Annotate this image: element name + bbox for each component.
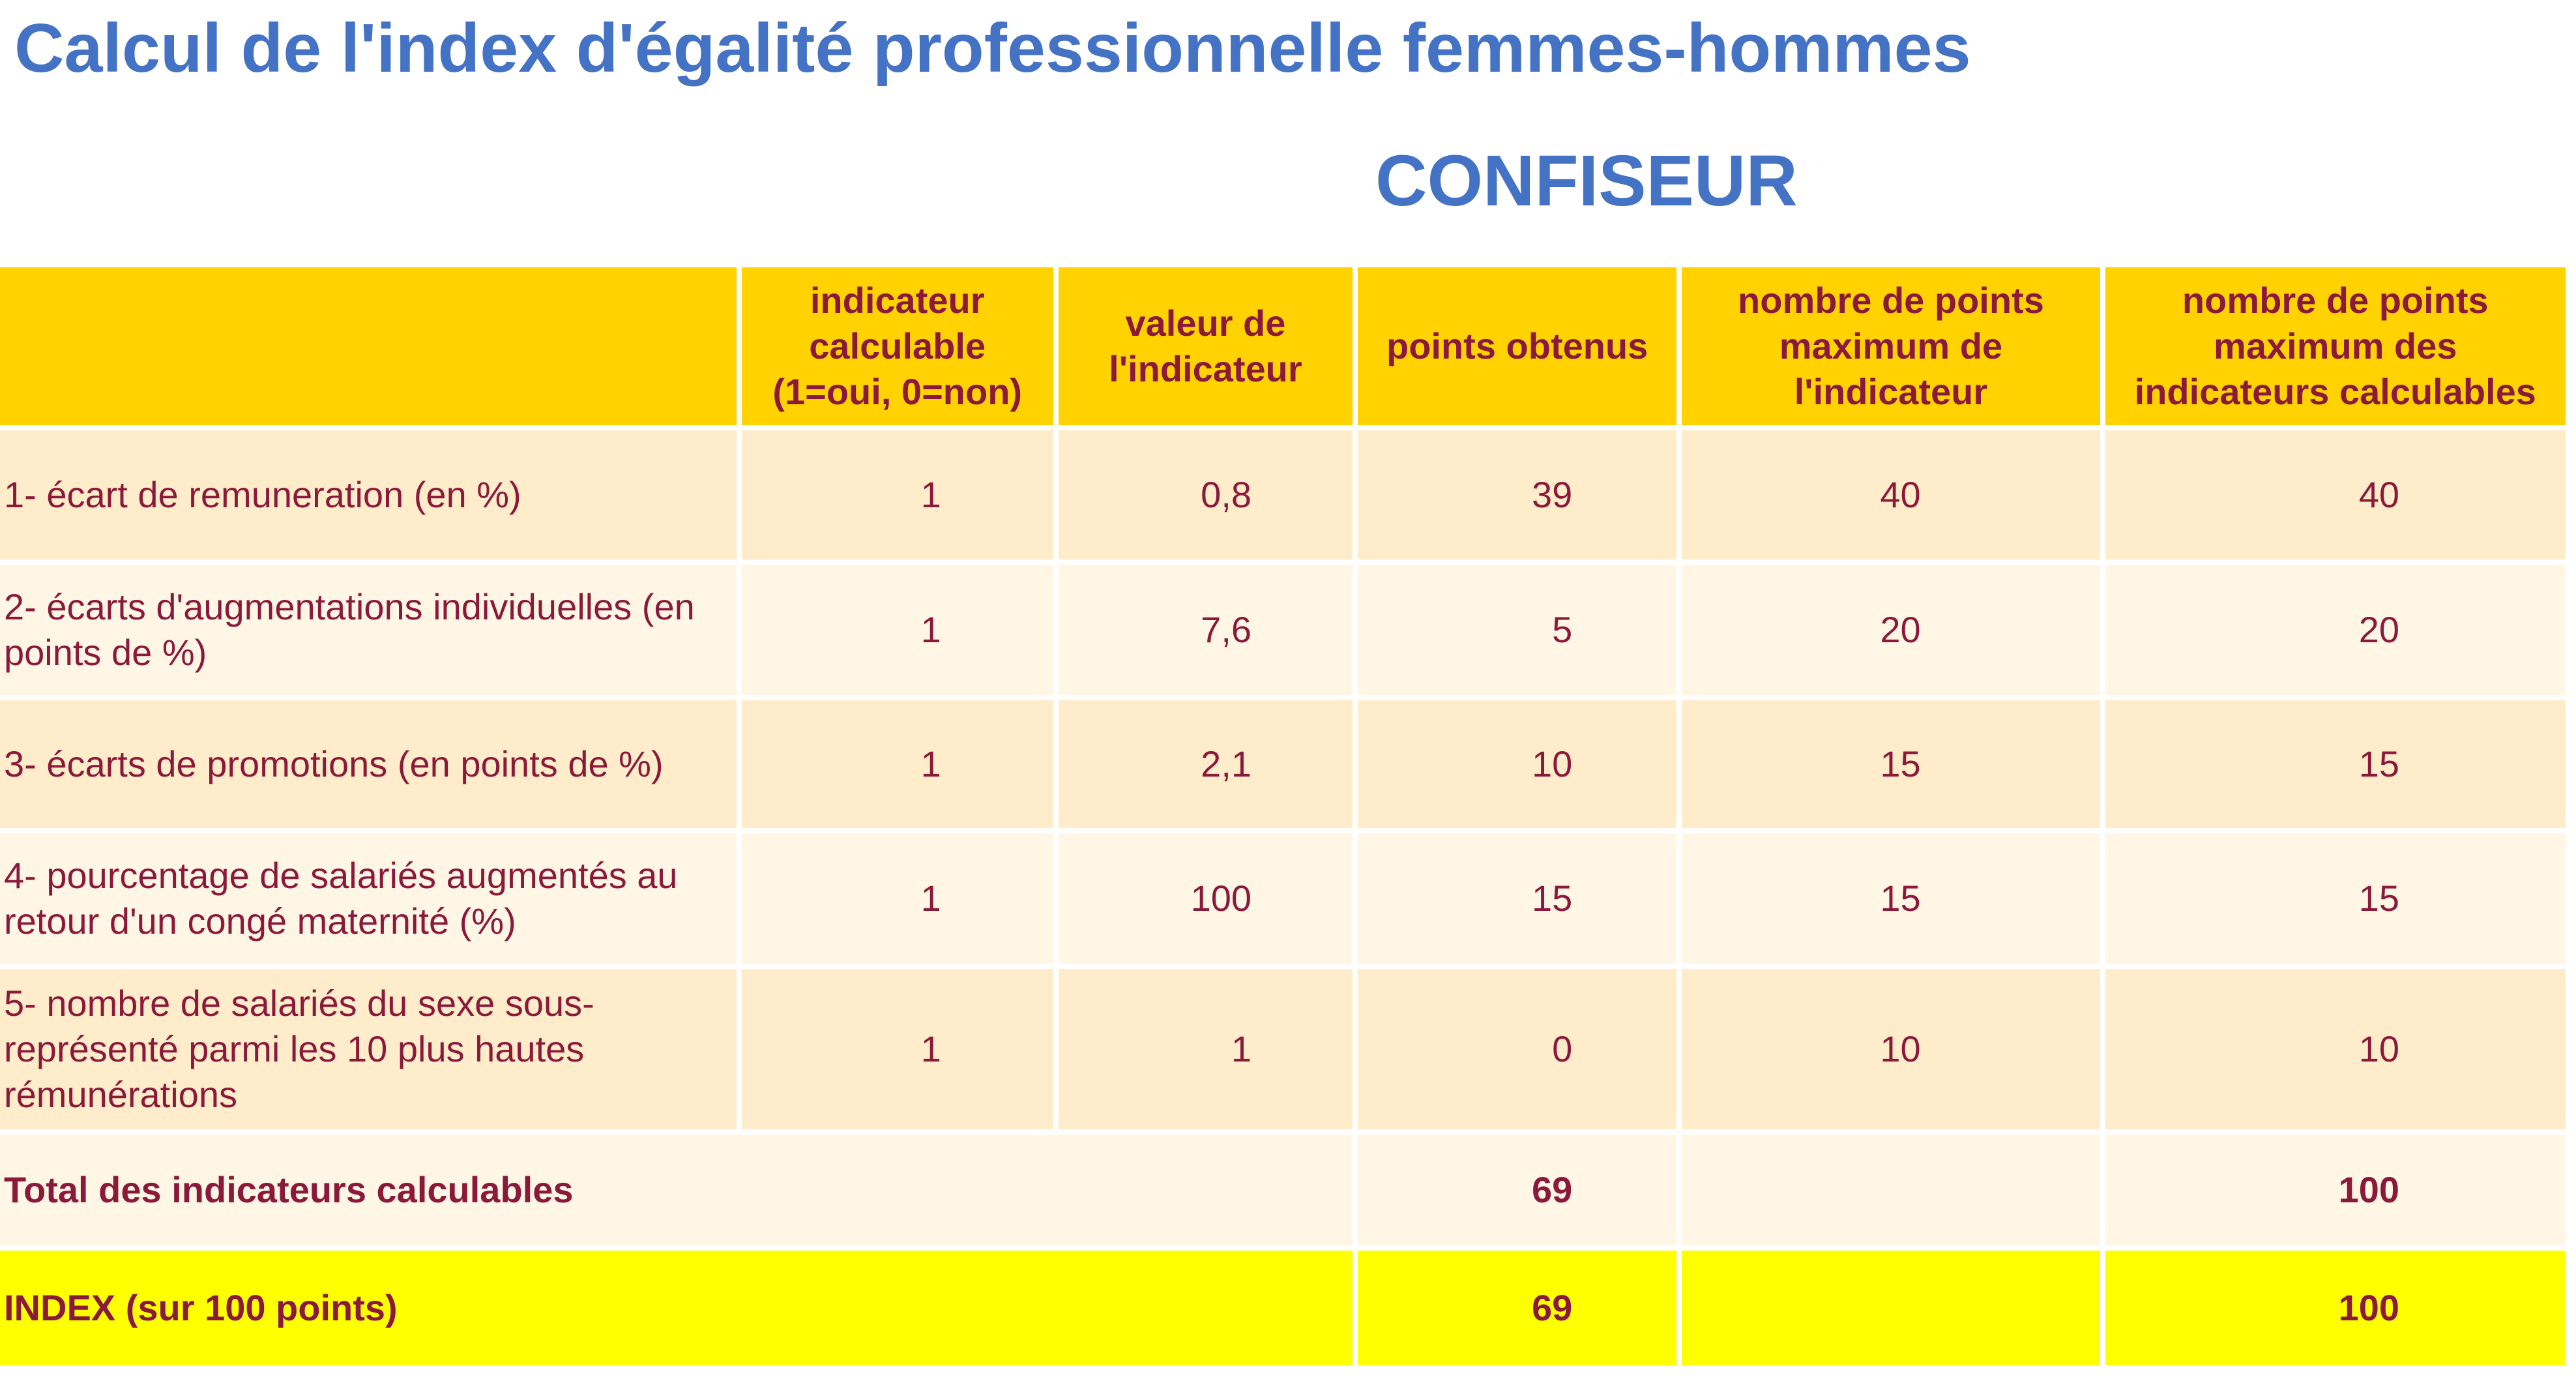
- cell-valeur: 100: [1059, 833, 1353, 964]
- cell-calculable: 1: [742, 833, 1053, 964]
- row-label: 1- écart de remuneration (en %): [0, 430, 737, 559]
- cell-valeur: 0,8: [1059, 430, 1353, 559]
- cell-max-calc: 40: [2105, 430, 2566, 559]
- cell-valeur: 2,1: [1059, 700, 1353, 828]
- table-row: [0, 969, 2566, 1129]
- table-row: [0, 700, 2566, 828]
- table-row: [0, 833, 2566, 964]
- table-row: [0, 565, 2566, 695]
- table-header-row: [0, 267, 2566, 425]
- cell-max: 15: [1682, 700, 2100, 828]
- cell-max: 15: [1682, 833, 2100, 964]
- cell-valeur: 7,6: [1059, 565, 1353, 695]
- cell-max-calc: 10: [2105, 969, 2566, 1129]
- total-points: 69: [1358, 1135, 1676, 1245]
- index-row: [0, 1251, 2566, 1365]
- index-label: INDEX (sur 100 points): [0, 1251, 1353, 1365]
- cell-calculable: 1: [742, 430, 1053, 559]
- total-row: [0, 1135, 2566, 1245]
- cell-points: 5: [1358, 565, 1676, 695]
- cell-valeur: 1: [1059, 969, 1353, 1129]
- header-max-calc: nombre de points maximum des indicateurs calculables: [2105, 267, 2566, 425]
- page-title: Calcul de l'index d'égalité professionnelle femmes-hommes: [14, 10, 1971, 87]
- cell-max: 10: [1682, 969, 2100, 1129]
- header-max: nombre de points maximum de l'indicateur: [1682, 267, 2100, 425]
- cell-calculable: 1: [742, 969, 1053, 1129]
- index-empty: [1682, 1251, 2100, 1365]
- header-calculable: indicateur calculable (1=oui, 0=non): [742, 267, 1053, 425]
- index-points: 69: [1358, 1251, 1676, 1365]
- total-label: Total des indicateurs calculables: [0, 1135, 1353, 1245]
- row-label: 4- pourcentage de salariés augmentés au retour d'un congé maternité (%): [0, 833, 737, 964]
- cell-calculable: 1: [742, 700, 1053, 828]
- cell-max-calc: 15: [2105, 833, 2566, 964]
- cell-max: 40: [1682, 430, 2100, 559]
- row-label: 5- nombre de salariés du sexe sous-représenté parmi les 10 plus hautes rémunérations: [0, 969, 737, 1129]
- cell-calculable: 1: [742, 565, 1053, 695]
- row-label: 2- écarts d'augmentations individuelles (en points de %): [0, 565, 737, 695]
- cell-max: 20: [1682, 565, 2100, 695]
- header-points: points obtenus: [1358, 267, 1676, 425]
- cell-points: 15: [1358, 833, 1676, 964]
- header-valeur: valeur de l'indicateur: [1059, 267, 1353, 425]
- cell-max-calc: 20: [2105, 565, 2566, 695]
- cell-points: 10: [1358, 700, 1676, 828]
- total-empty: [1682, 1135, 2100, 1245]
- index-table: [0, 262, 2571, 1371]
- cell-points: 0: [1358, 969, 1676, 1129]
- company-name: CONFISEUR: [1375, 141, 1798, 221]
- header-label: [0, 267, 737, 425]
- row-label: 3- écarts de promotions (en points de %): [0, 700, 737, 828]
- cell-points: 39: [1358, 430, 1676, 559]
- table-row: [0, 430, 2566, 559]
- cell-max-calc: 15: [2105, 700, 2566, 828]
- index-max-calc: 100: [2105, 1251, 2566, 1365]
- total-max-calc: 100: [2105, 1135, 2566, 1245]
